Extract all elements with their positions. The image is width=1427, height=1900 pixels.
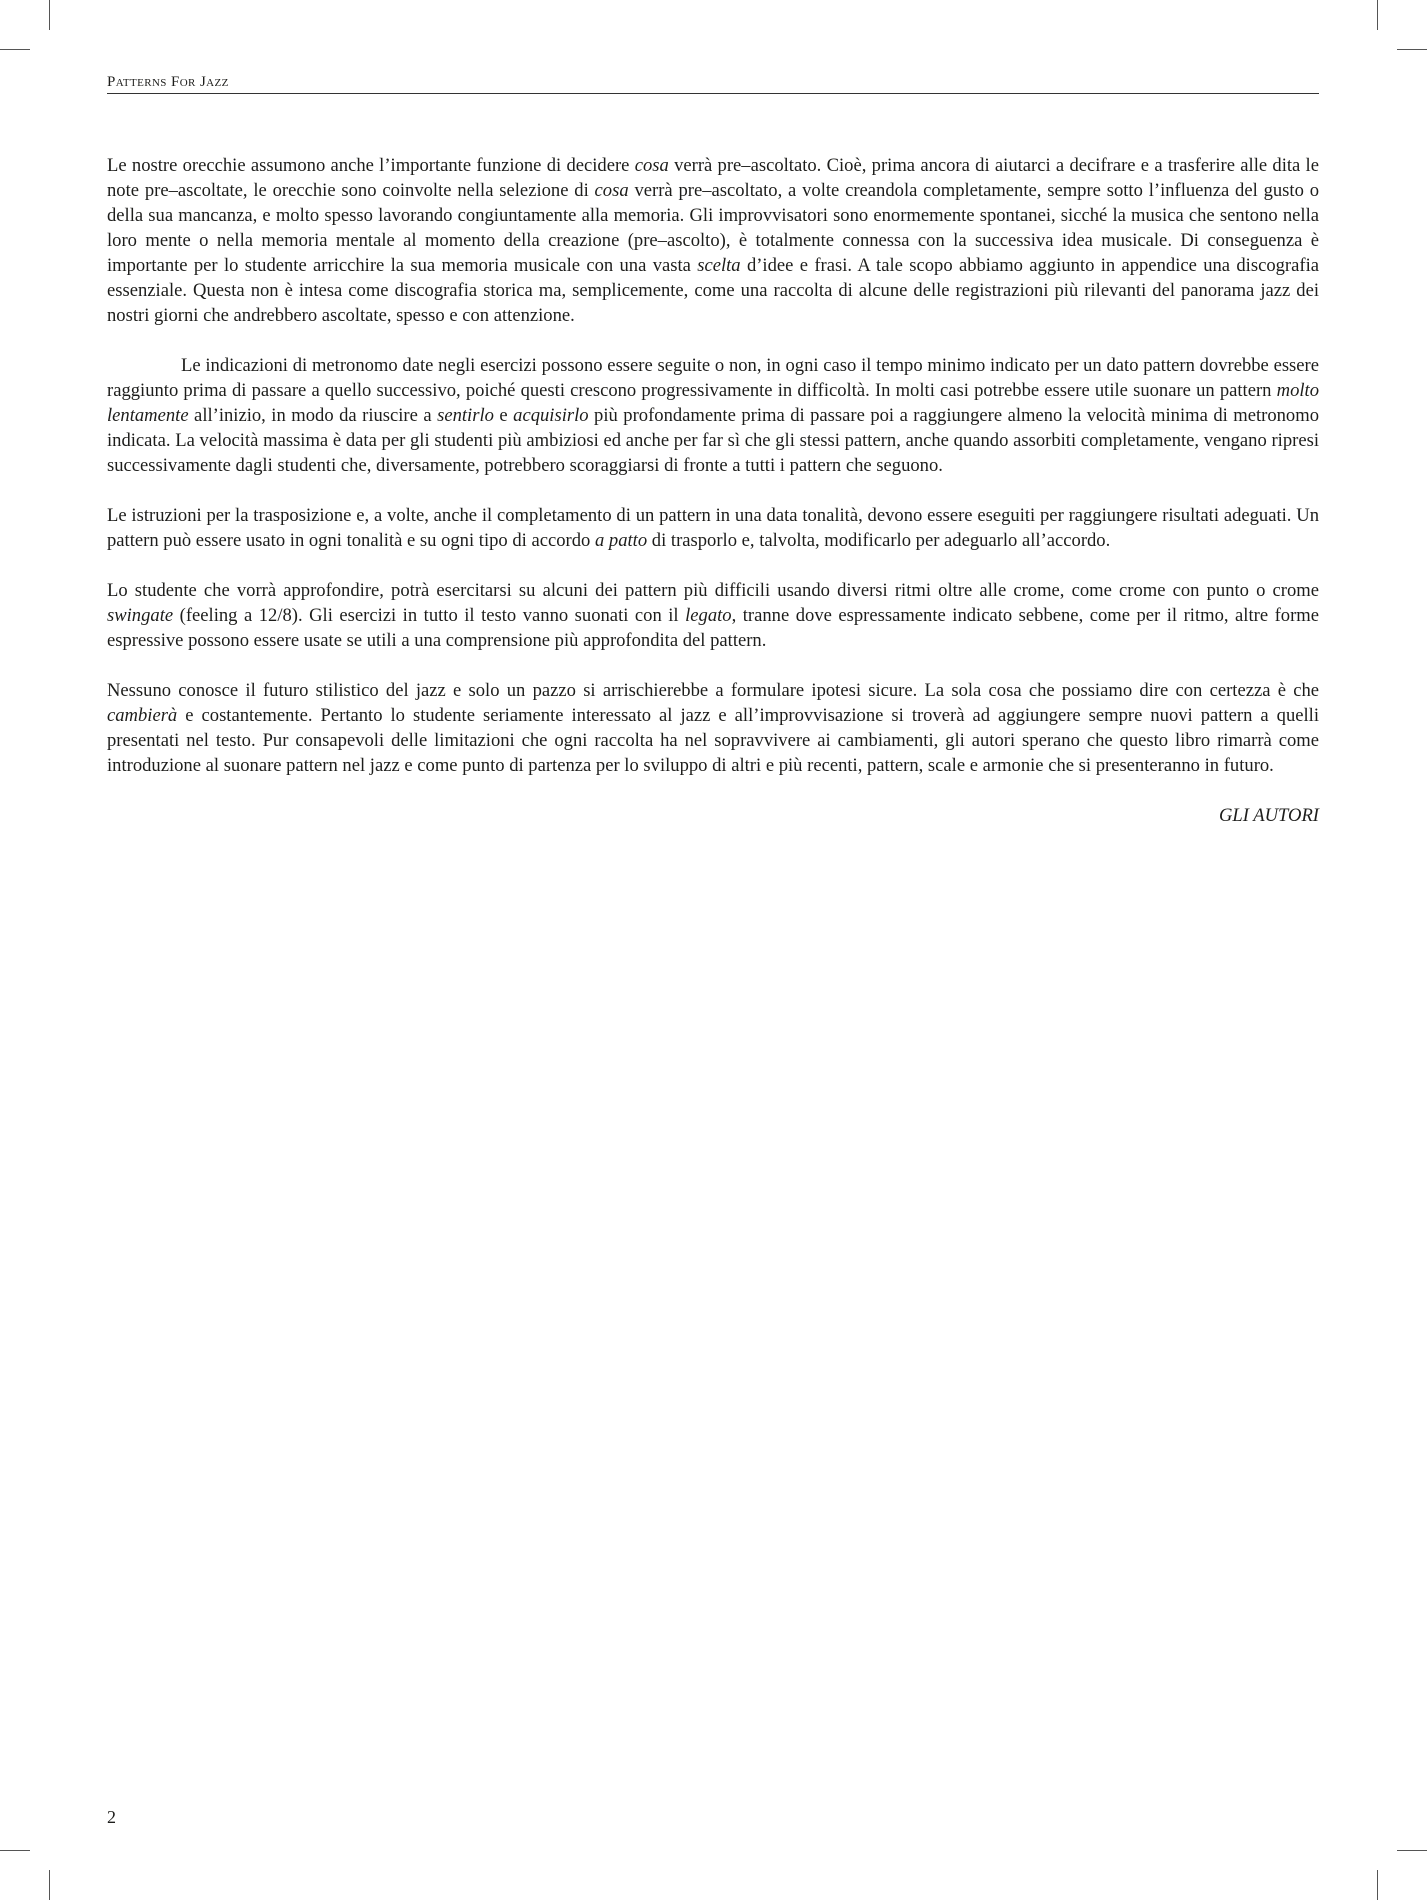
text-run: , tranne dove espressamente indicato sebbene, come per il ritmo, altre forme espressive possono essere usate se utili a una comprensione più approfondita del pattern. bbox=[107, 605, 1319, 651]
running-head: Patterns For Jazz bbox=[107, 74, 229, 90]
crop-mark-top-left-vertical bbox=[49, 0, 50, 30]
italic-text: sentirlo bbox=[437, 405, 494, 426]
italic-text: a patto bbox=[594, 530, 648, 551]
italic-text: cosa bbox=[634, 155, 669, 176]
italic-text: acquisirlo bbox=[513, 405, 589, 426]
text-run: d’idee e frasi. A tale scopo abbiamo aggiunto in appendice una discografia essenziale. Questa non è intesa come discografia storica ma, semplicemente, come una raccolta di alcune delle registrazioni più rilevanti del panorama jazz dei nostri giorni che andrebbero ascoltate, spesso e con attenzione. bbox=[107, 255, 1319, 326]
italic-text: legato bbox=[685, 605, 732, 626]
text-run: Le indicazioni di metronomo date negli esercizi possono essere seguite o non, in ogni caso il tempo minimo indicato per un dato pattern dovrebbe essere raggiunto prima di passare a quello successivo, poiché questi crescono progressivamente in difficoltà. In molti casi potrebbe essere utile suonare un pattern bbox=[107, 355, 1319, 401]
text-run: e costantemente. Pertanto lo studente seriamente interessato al jazz e all’improvvisazione si troverà ad aggiungere sempre nuovi pattern a quelli presentati nel testo. Pur consapevoli delle limitazioni che ogni raccolta ha nel sopravvivere ai cambiamenti, gli autori sperano che questo libro rimarrà come introduzione al suonare pattern nel jazz e come punto di partenza per lo sviluppo di altri e più recenti, pattern, scale e armonie che si presenteranno in futuro. bbox=[107, 705, 1319, 776]
paragraph bbox=[107, 153, 1319, 328]
crop-mark-top-left-horizontal bbox=[0, 49, 30, 50]
text-run: Nessuno conosce il futuro stilistico del jazz e solo un pazzo si arrischierebbe a formulare ipotesi sicure. La sola cosa che possiamo dire con certezza è che bbox=[107, 680, 1319, 701]
crop-mark-bottom-left-horizontal bbox=[0, 1850, 30, 1851]
text-run: Le nostre orecchie assumono anche l’importante funzione di decidere bbox=[107, 155, 635, 176]
italic-text: swingate bbox=[107, 605, 174, 626]
header-rule bbox=[107, 93, 1319, 94]
page-number: 2 bbox=[107, 1807, 116, 1827]
crop-mark-top-right-horizontal bbox=[1397, 49, 1427, 50]
crop-mark-top-right-vertical bbox=[1377, 0, 1378, 30]
text-run: all’inizio, in modo da riuscire a bbox=[188, 405, 438, 426]
body-text bbox=[107, 153, 1319, 853]
text-run: Le istruzioni per la trasposizione e, a volte, anche il completamento di un pattern in una data tonalità, devono essere eseguiti per raggiungere risultati adeguati. Un pattern può essere usato in ogni tonalità e su ogni tipo di accordo bbox=[107, 505, 1319, 551]
italic-text: cambierà bbox=[107, 705, 178, 726]
text-run: verrà pre–ascoltato. Cioè, prima ancora di aiutarci a decifrare e a trasferire alle dita le note pre–ascoltate, le orecchie sono coinvolte nella selezione di bbox=[107, 155, 1319, 201]
paragraph bbox=[107, 678, 1319, 778]
text-run: e bbox=[493, 405, 514, 426]
italic-text: scelta bbox=[697, 255, 741, 276]
signature: GLI AUTORI bbox=[1218, 805, 1319, 826]
paragraph-list bbox=[107, 153, 1319, 778]
text-run: di trasporlo e, talvolta, modificarlo per adeguarlo all’accordo. bbox=[647, 530, 1111, 551]
paragraph bbox=[107, 503, 1319, 553]
crop-mark-bottom-right-horizontal bbox=[1397, 1850, 1427, 1851]
text-run: verrà pre–ascoltato, a volte creandola completamente, sempre sotto l’influenza del gusto o della sua mancanza, e molto spesso lavorando congiuntamente alla memoria. Gli improvvisatori sono enormemente spontanei, sicché la musica che sentono nella loro mente o nella memoria mentale al momento della creazione (pre–ascolto), è totalmente connessa con la successiva idea musicale. Di conseguenza è importante per lo studente arricchire la sua memoria musicale con una vasta bbox=[107, 180, 1319, 276]
paragraph bbox=[107, 353, 1319, 478]
italic-text: cosa bbox=[594, 180, 629, 201]
text-run: (feeling a 12/8). Gli esercizi in tutto il testo vanno suonati con il bbox=[173, 605, 686, 626]
text-run: Lo studente che vorrà approfondire, potrà esercitarsi su alcuni dei pattern più difficili usando diversi ritmi oltre alle crome, come crome con punto o crome bbox=[107, 580, 1319, 601]
paragraph bbox=[107, 578, 1319, 653]
crop-mark-bottom-left-vertical bbox=[49, 1870, 50, 1900]
crop-mark-bottom-right-vertical bbox=[1377, 1870, 1378, 1900]
italic-text: molto lentamente bbox=[107, 380, 1319, 426]
text-run: più profondamente prima di passare poi a raggiungere almeno la velocità minima di metronomo indicata. La velocità massima è data per gli studenti più ambiziosi ed anche per far sì che gli stessi pattern, anche quando assorbiti completamente, vengano ripresi successivamente dagli studenti che, diversamente, potrebbero scoraggiarsi di fronte a tutti i pattern che seguono. bbox=[107, 405, 1319, 476]
